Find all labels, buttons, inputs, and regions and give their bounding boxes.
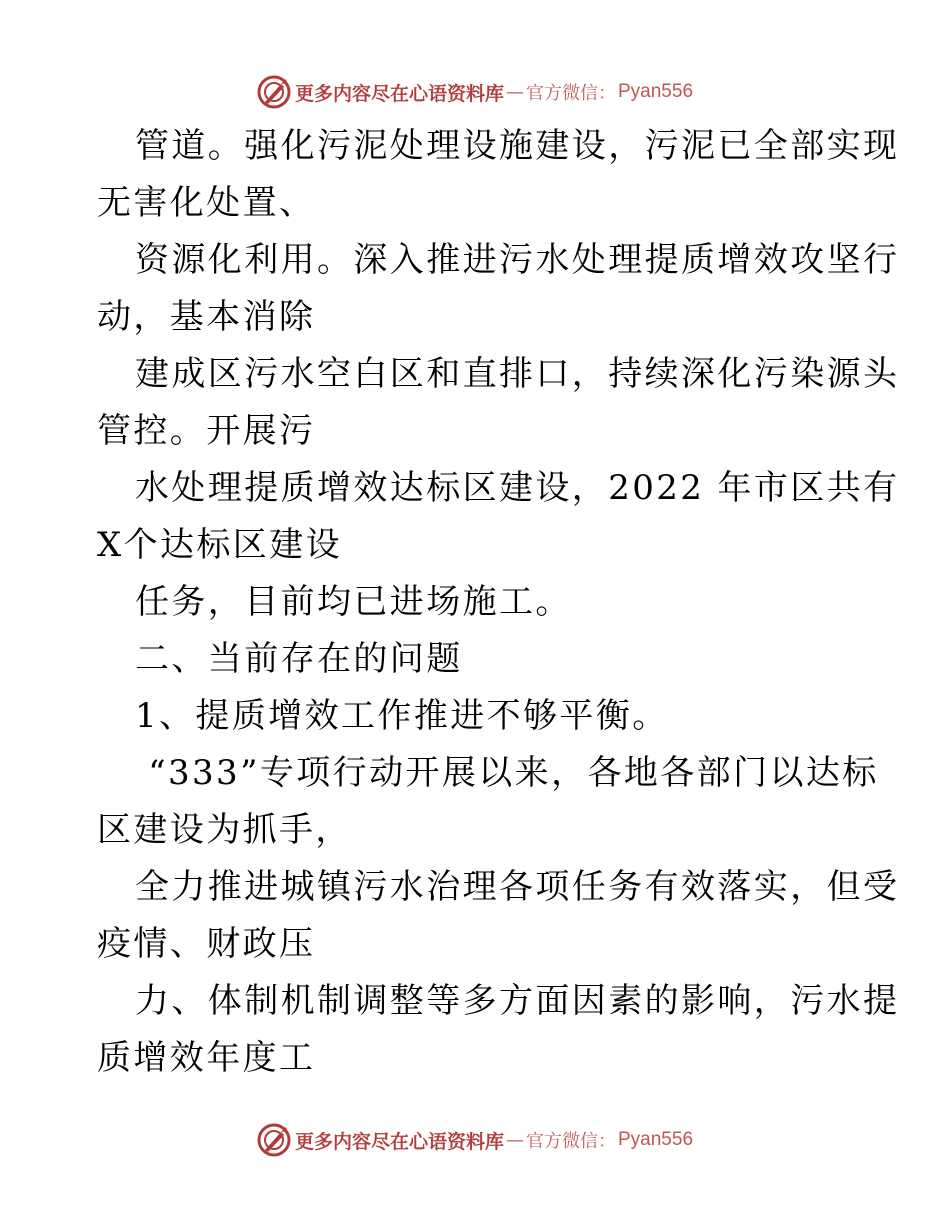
footer-watermark: [0, 1120, 950, 1160]
watermark-official-label: 官方微信：: [526, 83, 616, 104]
text-line: 管控。开展污: [97, 411, 316, 451]
header-watermark: [0, 72, 950, 112]
text-line: 区建设为抓手，: [97, 810, 352, 850]
subsection-heading: 1、提质增效工作推进不够平衡。: [135, 696, 669, 736]
text-line: 动，基本消除: [97, 297, 316, 337]
watermark-dash: —: [506, 81, 524, 103]
text-line: 疫情、财政压: [97, 924, 316, 964]
watermark-text: 更多内容尽在心语资料库: [294, 82, 504, 105]
watermark-wechat-id: Pyan556: [618, 1129, 694, 1150]
quill-logo-icon: [257, 1123, 291, 1157]
text-line: 任务，目前均已进场施工。: [135, 582, 572, 622]
document-body: [97, 118, 900, 1087]
text-line: X个达标区建设: [97, 525, 343, 565]
text-line: 质增效年度工: [97, 1038, 316, 1078]
watermark-official-label: 官方微信：: [526, 1131, 616, 1152]
section-heading: 二、当前存在的问题: [135, 639, 463, 679]
text-line: 建成区污水空白区和直排口，持续深化污染源头: [135, 354, 900, 394]
text-line: 资源化利用。深入推进污水处理提质增效攻坚行: [135, 240, 900, 280]
text-line: 无害化处置、: [97, 183, 316, 223]
watermark-dash: —: [506, 1129, 524, 1151]
quill-logo-icon: [257, 75, 291, 109]
text-line: 全力推进城镇污水治理各项任务有效落实，但受: [135, 867, 900, 907]
text-line: 管道。强化污泥处理设施建设，污泥已全部实现: [135, 126, 900, 166]
watermark-text: 更多内容尽在心语资料库: [294, 1130, 504, 1153]
text-line: 力、体制机制调整等多方面因素的影响，污水提: [135, 981, 900, 1021]
text-line: 水处理提质增效达标区建设，2022 年市区共有: [135, 468, 900, 508]
text-line: “333”专项行动开展以来，各地各部门以达标: [135, 753, 879, 793]
watermark-wechat-id: Pyan556: [618, 81, 694, 102]
